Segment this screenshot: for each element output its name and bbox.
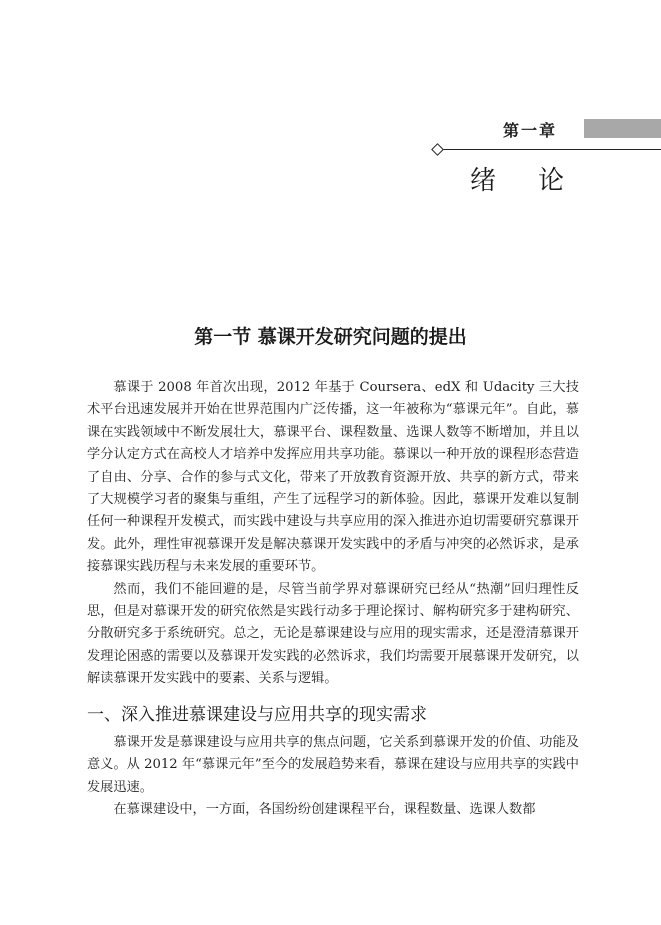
chapter-diamond-icon: [431, 143, 444, 156]
paragraph: 在慕课建设中，一方面，各国纷纷创建课程平台，课程数量、选课人数都: [113, 802, 536, 818]
paragraph: 慕课开发是慕课建设与应用共享的焦点问题，它关系到慕课开发的价值、功能及意义。从 2012 年“慕课元年”至今的发展趋势来看，慕课在建设与应用共享的实践中发展迅速。: [87, 735, 579, 795]
chapter-rule: [441, 149, 661, 150]
subsection-heading: 一、深入推进慕课建设与应用共享的现实需求: [87, 705, 427, 725]
chapter-bar: [584, 119, 661, 138]
paragraph: 然而，我们不能回避的是，尽管当前学界对慕课研究已经从“热潮”回归理性反思，但是对慕课开发的研究依然是实践行动多于理论探讨、解构研究多于建构研究、分散研究多于系统研究。总之，无论是慕课建设与应用的现实需求，还是澄清慕课开发理论困惑的需要以及慕课开发实践的必然诉求，我们均需要开展慕课开发研究，以解读慕课开发实践中的要素、关系与逻辑。: [87, 581, 579, 687]
chapter-label: 第一章: [503, 121, 558, 140]
section-title: 第一节 慕课开发研究问题的提出: [194, 326, 467, 348]
paragraph: 慕课于 2008 年首次出现，2012 年基于 Coursera、edX 和 Udacity 三大技术平台迅速发展并开始在世界范围内广泛传播，这一年被称为“慕课元年”。自此，慕课在实践领域中不断发展壮大，慕课平台、课程数量、选课人数等不断增加，并且以学分认定方式在高校人才培养中发挥应用共享功能。慕课以一种开放的课程形态营造了自由、分享、合作的参与式文化，带来了开放教育资源开放、共享的新方式，带来了大规模学习者的聚集与重组，产生了远程学习的新体验。因此，慕课开发难以复制任何一种课程开发模式，而实践中建设与共享应用的深入推进亦迫切需要研究慕课开发。此外，理性审视慕课开发是解决慕课开发实践中的矛盾与冲突的必然诉求，是承接慕课实践历程与未来发展的重要环节。: [87, 380, 579, 575]
chapter-title: 绪论: [470, 166, 607, 196]
body-text-block: [87, 377, 579, 691]
body-text-block-2: [87, 732, 579, 822]
